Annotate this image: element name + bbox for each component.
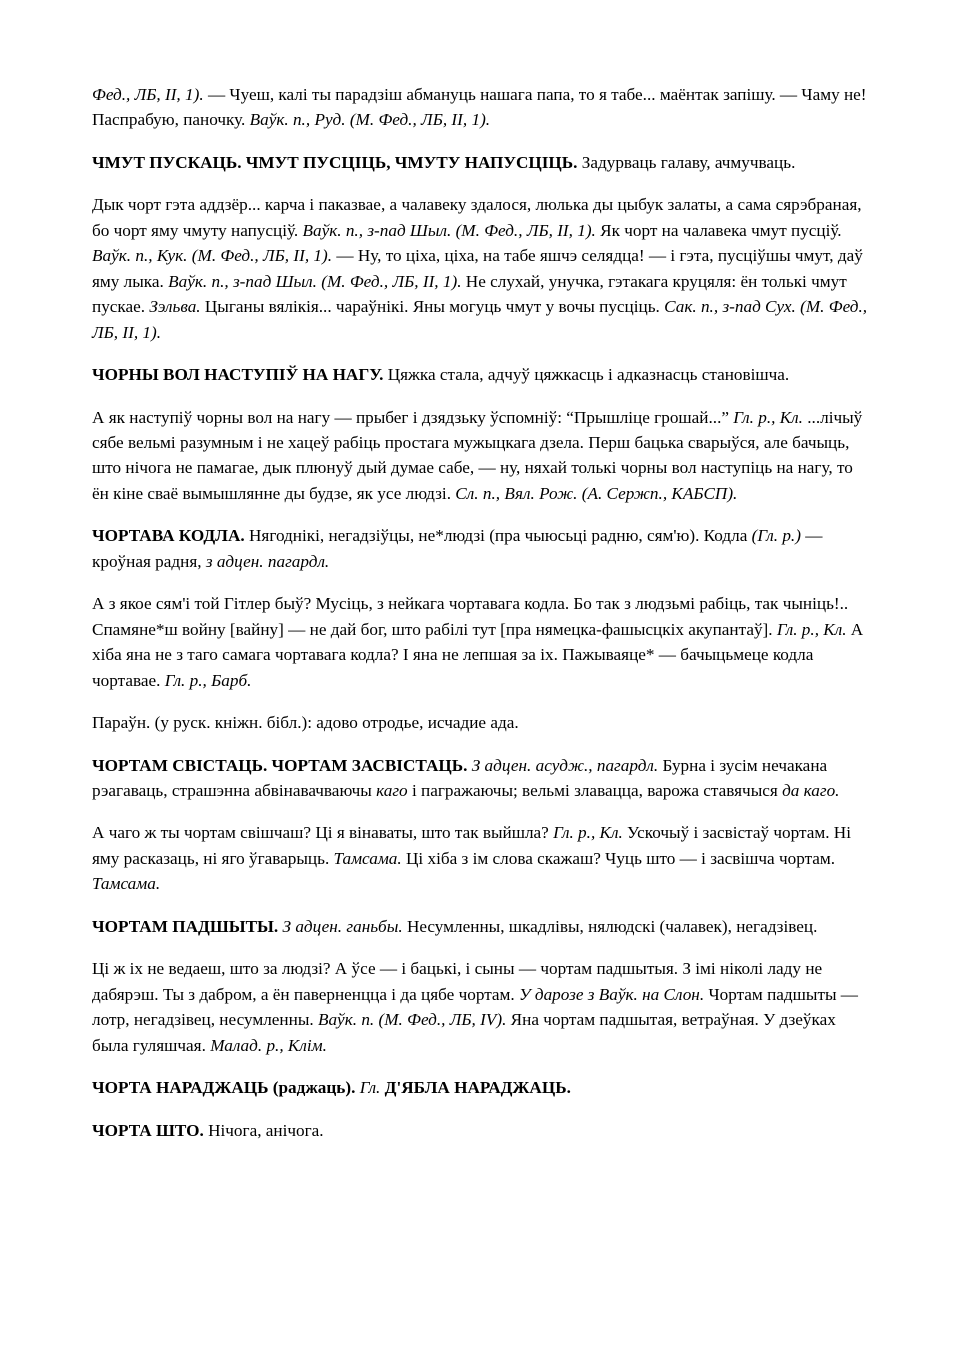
body-text: Параўн. (у руск. кніжн. бібл.): адово отродье, исчадие ада. [92,713,519,733]
source-reference: Ваўк. п., з-пад Шыл. (М. Фед., ЛБ, II, 1). [302,220,596,240]
body-text: Не слухай, унучка, гэтакага круцяля: ён толькі чмут пускае. [92,271,847,317]
dictionary-entry [92,523,868,574]
source-reference: Сак. п., з-пад Сух. (М. Фед., ЛБ, II, 1). [92,297,868,342]
source-reference: Гл. р., Кл. [776,619,847,639]
body-text: ...лічыў сябе вельмі разумным і не хацеў рабіць простага мужыцкага дзела. Перш бацька сварыўся, але бачыць, што нічога не памагае, дык плюнуў дый думае сабе, — ну, няхай толькі чорны вол наступіць на нагу, то ён кіне сваё вымышлянне ды будзе, як усе людзі. [92,407,863,503]
body-text: — Чуеш, калі ты парадзіш абмануць нашага папа, то я табе... маёнтак запішу. — Чаму не! Паспрабую, паночку. [92,85,867,130]
example-paragraph [92,591,868,693]
body-text: Нічога, анічога. [203,1120,324,1140]
source-reference: З адцен. асудж., пагардл. [467,755,659,775]
body-text: А хіба яна не з таго самага чортавага кодла? І яна не лепшая за іх. Пажываяце* — бачыцьмеце кодла чортавае. [92,619,864,690]
example-paragraph [92,405,868,507]
headword-text: ЧОРТА НАРАДЖАЦЬ (раджаць). [92,1078,356,1098]
source-reference: Гл. р., Барб. [164,670,252,690]
example-paragraph [92,82,868,133]
body-text: Бурна і зусім нечакана рэагаваць, страшэнна абвінавачваючы [92,755,828,800]
source-reference: У дарозе з Ваўк. на Слон. [519,984,705,1004]
source-reference: (Гл. р.) [751,526,801,546]
source-reference: Ваўк. п. (М. Фед., ЛБ, IV). [317,1010,507,1030]
dictionary-entry [92,150,868,175]
source-reference: Ваўк. п., Кук. (М. Фед., ЛБ, II, 1). [92,246,333,266]
dictionary-entry [92,1075,868,1100]
dictionary-entry [92,914,868,939]
body-text: Ці хіба з ім слова скажаш? Чуць што — і засвішча чортам. [401,848,836,868]
body-text: Яна чортам падшытая, ветраўная. У дзеўках была гуляшчая. [92,1010,836,1055]
source-reference: Фед., ЛБ, II, 1). [92,85,204,104]
dictionary-entry [92,1118,868,1143]
body-text: Дык чорт гэта аддзёр... карча і паказвае, а чалавеку здалося, люлька ды цыбук залаты, а сама сярэбраная, бо чорт яму чмуту напусціў. [92,195,862,240]
document-body [92,82,868,1143]
example-paragraph [92,192,868,345]
source-reference: Ваўк. п., з-пад Шыл. (М. Фед., ЛБ, II, 1). [168,271,462,291]
example-paragraph [92,956,868,1058]
headword-text: ЧОРТАМ СВІСТАЦЬ. ЧОРТАМ ЗАСВІСТАЦЬ. [92,755,468,775]
source-reference: да каго. [782,780,840,800]
source-reference: Сл. п., Вял. Рож. (А. Сержп., КАБСП). [455,483,738,503]
comparison-note [92,710,868,735]
source-reference: З адцен. ганьбы. [278,916,403,936]
example-paragraph [92,820,868,896]
body-text: Ускочыў і засвістаў чортам. Ні яму расказаць, ні яго ўгаварыць. [92,823,851,868]
source-reference: Тамсама. [92,874,161,894]
source-reference: Ваўк. п., Руд. (М. Фед., ЛБ, II, 1). [249,110,491,130]
body-text: А з якое сям'і той Гітлер быў? Мусіць, з нейкага чортавага кодла. Бо так з людзьмі рабіць, так чыніць!.. Спамяне*ш войну [вайну] — не дай бог, што рабілі тут [пра нямецка-фашысцкіх акупантаў]. [92,594,849,639]
headword-text: ЧОРНЫ ВОЛ НАСТУПІЎ НА НАГУ. [92,365,384,385]
body-text: Задурваць галаву, ачмучваць. [577,152,796,172]
source-reference: Тамсама. [333,848,402,868]
source-reference: Зэльва. [149,297,201,317]
headword-text: ЧМУТ ПУСКАЦЬ. ЧМУТ ПУСЦІЦЬ, ЧМУТУ НАПУСЦІЦЬ. [92,152,578,172]
source-reference: Гл. р., Кл. [733,407,803,427]
headword-text: ЧОРТАМ ПАДШЫТЫ. [92,916,279,936]
headword-text: Д'ЯБЛА НАРАДЖАЦЬ. [380,1078,571,1098]
body-text: А як наступіў чорны вол на нагу — прыбег і дзядзьку ўспомніў: “Прышліце грошай...” [92,407,734,427]
body-text: А чаго ж ты чортам свішчаш? Ці я вінаваты, што так выйшла? [92,823,554,843]
headword-text: ЧОРТАВА КОДЛА. [92,526,245,546]
body-text: Як чорт на чалавека чмут пусціў. [595,220,842,240]
source-reference: Гл. р., Кл. [553,823,623,843]
body-text: Цяжка стала, адчуў цяжкасць і адказнасць становішча. [383,365,790,385]
source-reference: каго [376,780,408,800]
body-text: Нягоднікі, негадзіўцы, не*людзі (пра чыюсьці радню, сям'ю). Кодла [244,526,752,546]
source-reference: з адцен. пагардл. [205,551,330,571]
body-text: Цыганы вялікія... чараўнікі. Яны могуць чмут у вочы пусціць. [200,297,665,317]
body-text: Ці ж іх не ведаеш, што за людзі? А ўсе — і бацькі, і сыны — чортам падшытыя. З імі ніколі ладу не дабярэш. Ты з дабром, а ён паверненцца і да цябе чортам. [92,959,823,1004]
body-text: — Ну, то ціха, ціха, на табе яшчэ селядца! — і гэта, пусціўшы чмут, даў яму лыка. [92,246,863,291]
body-text: Чортам падшыты — лотр, негадзівец, несумленны. [92,984,858,1030]
headword-text: ЧОРТА ШТО. [92,1120,204,1140]
body-text: — кроўная радня, [92,526,823,571]
body-text: Несумленны, шкадлівы, нялюдскі (чалавек), негадзівец. [402,916,818,936]
source-reference: Малад. р., Клім. [210,1035,327,1055]
source-reference: Гл. [355,1078,381,1098]
dictionary-entry [92,753,868,804]
body-text: і пагражаючы; вельмі злавацца, варожа ставячыся [407,780,783,800]
dictionary-entry [92,362,868,387]
